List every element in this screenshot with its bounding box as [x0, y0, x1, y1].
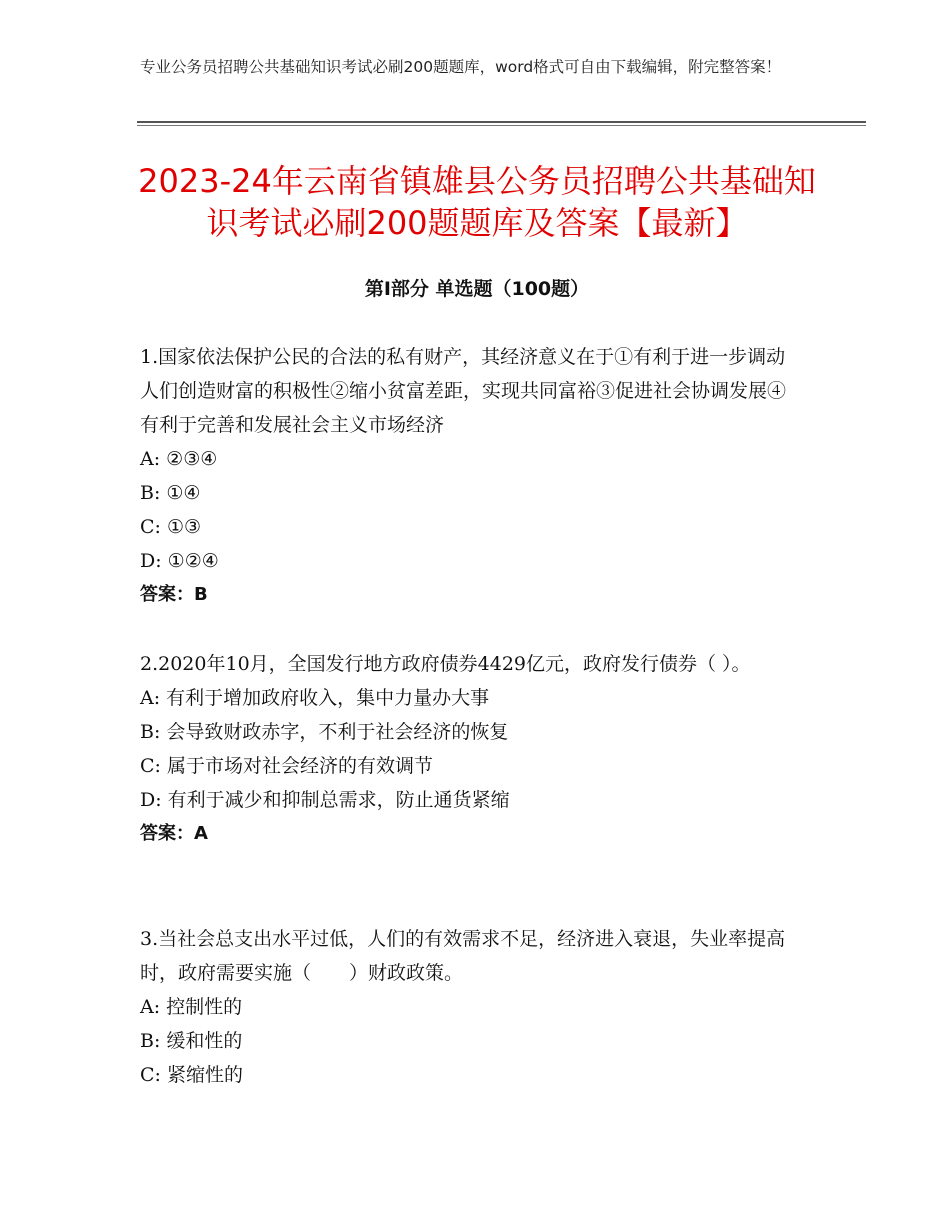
option-c: C: ①③: [140, 516, 202, 538]
option-b: B: 会导致财政赤字，不利于社会经济的恢复: [140, 721, 509, 743]
option-a: A: 控制性的: [140, 996, 243, 1018]
option-b: B: ①④: [140, 482, 201, 504]
option-d: D: 有利于减少和抑制总需求，防止通货紧缩: [140, 789, 510, 811]
option-b: B: 缓和性的: [140, 1030, 243, 1052]
header-divider-thick: [137, 121, 866, 123]
question-text: 2.2020年10月，全国发行地方政府债券4429亿元，政府发行债券（ ）。: [140, 653, 751, 675]
header-note: 专业公务员招聘公共基础知识考试必刷200题题库，word格式可自由下载编辑，附完整答案！: [140, 58, 782, 76]
option-a: A: 有利于增加政府收入，集中力量办大事: [140, 687, 490, 709]
header-divider-thin: [137, 125, 866, 126]
document-title: 2023-24年云南省镇雄县公务员招聘公共基础知识考试必刷200题题库及答案【最新】: [138, 162, 816, 242]
option-a: A: ②③④: [140, 448, 218, 470]
question-2: [140, 647, 800, 851]
question-3: [140, 922, 800, 1092]
option-c: C: 紧缩性的: [140, 1064, 243, 1086]
section-title: 第Ⅰ部分 单选题（100题）: [364, 278, 590, 300]
answer-label: 答案：B: [140, 584, 208, 605]
answer-label: 答案：A: [140, 823, 208, 844]
question-text: 1.国家依法保护公民的合法的私有财产，其经济意义在于①有利于进一步调动人们创造财富的积极性②缩小贫富差距，实现共同富裕③促进社会协调发展④有利于完善和发展社会主义市场经济: [140, 346, 787, 436]
question-1: [140, 340, 800, 612]
option-d: D: ①②④: [140, 550, 219, 572]
option-c: C: 属于市场对社会经济的有效调节: [140, 755, 433, 777]
question-text: 3.当社会总支出水平过低，人们的有效需求不足，经济进入衰退，失业率提高时，政府需要实施（ ）财政政策。: [140, 928, 786, 984]
